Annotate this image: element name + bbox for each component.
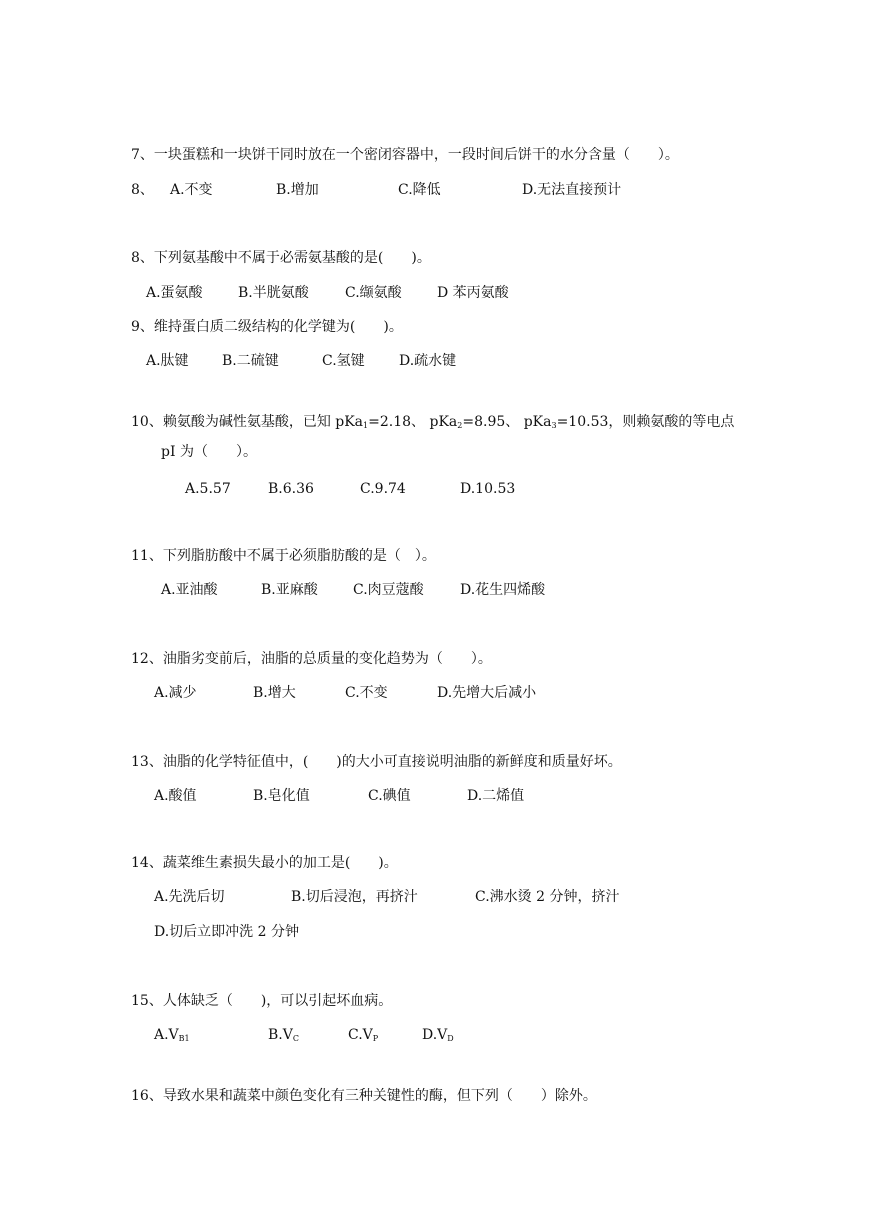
question-8-option-c: C.缬氨酸 [345, 285, 402, 301]
question-14-option-b: B.切后浸泡，再挤汁 [291, 889, 418, 905]
question-9-stem: 9、维持蛋白质二级结构的化学键为( )。 [131, 319, 403, 335]
question-12-option-a: A.减少 [154, 685, 197, 701]
pka1-subscript: 1 [363, 421, 369, 430]
question-10-option-b: B.6.36 [268, 481, 314, 497]
question-11-option-a: A.亚油酸 [161, 582, 218, 598]
question-14-option-d: D.切后立即冲洗 2 分钟 [154, 924, 299, 940]
question-10-stem-part1: 10、赖氨酸为碱性氨基酸，已知 pKa [131, 414, 364, 430]
question-9-option-b: B.二硫键 [222, 353, 279, 369]
question-13-option-d: D.二烯值 [467, 788, 525, 804]
question-12-stem: 12、油脂劣变前后，油脂的总质量的变化趋势为（ ）。 [131, 651, 492, 667]
question-15-option-a [154, 1025, 190, 1045]
question-13-option-a: A.酸值 [154, 788, 197, 804]
question-7-stem: 7、一块蛋糕和一块饼干同时放在一个密闭容器中，一段时间后饼干的水分含量（ ）。 [131, 147, 679, 163]
question-11-option-b: B.亚麻酸 [261, 582, 318, 598]
question-7-option-c: C.降低 [398, 182, 441, 198]
question-12-option-d: D.先增大后减小 [437, 685, 537, 701]
question-10-option-c: C.9.74 [360, 481, 406, 497]
question-10-stem-part2: =2.18、 pKa [368, 414, 458, 430]
question-15-option-b [268, 1025, 299, 1045]
question-12-option-b: B.增大 [253, 685, 296, 701]
question-14-option-c: C.沸水烫 2 分钟，挤汁 [475, 889, 620, 905]
question-8-stem: 8、下列氨基酸中不属于必需氨基酸的是( )。 [131, 250, 431, 266]
question-9-option-d: D.疏水键 [399, 353, 457, 369]
option-c-text: C.V [348, 1027, 373, 1043]
option-a-text: A.V [154, 1027, 179, 1043]
question-13-option-c: C.碘值 [368, 788, 411, 804]
question-11-option-d: D.花生四烯酸 [460, 582, 546, 598]
question-11-stem: 11、下列脂肪酸中不属于必须脂肪酸的是（ ）。 [131, 548, 436, 564]
question-7-option-d: D.无法直接预计 [522, 182, 622, 198]
question-9-option-a: A.肽键 [146, 353, 189, 369]
pka2-subscript: 2 [457, 421, 463, 430]
question-12-option-c: C.不变 [345, 685, 388, 701]
question-7-option-b: B.增加 [276, 182, 319, 198]
option-d-subscript: D [447, 1034, 454, 1043]
question-15-option-c [348, 1025, 378, 1045]
question-14-stem: 14、蔬菜维生素损失最小的加工是( )。 [131, 855, 398, 871]
pka3-subscript: 3 [551, 421, 557, 430]
question-8-option-b: B.半胱氨酸 [238, 285, 309, 301]
question-10-stem-part3: =8.95、 pKa [462, 414, 552, 430]
question-16-stem: 16、导致水果和蔬菜中颜色变化有三种关键性的酶，但下列（ ）除外。 [131, 1088, 597, 1104]
question-15-option-d [422, 1025, 454, 1045]
option-c-subscript: P [372, 1034, 379, 1043]
question-8-option-a: A.蛋氨酸 [146, 285, 203, 301]
question-7-option-a: A.不变 [170, 182, 213, 198]
question-7-number-label: 8、 [131, 182, 154, 198]
question-13-stem: 13、油脂的化学特征值中，( )的大小可直接说明油脂的新鲜度和质量好坏。 [131, 754, 622, 770]
option-b-subscript: C [292, 1034, 299, 1043]
question-11-option-c: C.肉豆蔻酸 [353, 582, 424, 598]
question-9-option-c: C.氢键 [322, 353, 365, 369]
option-a-subscript: B1 [178, 1034, 190, 1043]
question-15-stem: 15、人体缺乏（ )，可以引起坏血病。 [131, 993, 393, 1009]
question-10-stem-part4: =10.53，则赖氨酸的等电点 [556, 414, 735, 430]
question-13-option-b: B.皂化值 [253, 788, 310, 804]
question-10-option-d: D.10.53 [460, 481, 516, 497]
question-10-option-a: A.5.57 [185, 481, 231, 497]
question-10-stem-line2: pI 为（ ）。 [161, 444, 257, 460]
question-8-option-d: D 苯丙氨酸 [437, 285, 509, 301]
question-14-option-a: A.先洗后切 [154, 889, 225, 905]
option-d-text: D.V [422, 1027, 448, 1043]
option-b-text: B.V [268, 1027, 293, 1043]
question-10-stem [131, 412, 734, 432]
